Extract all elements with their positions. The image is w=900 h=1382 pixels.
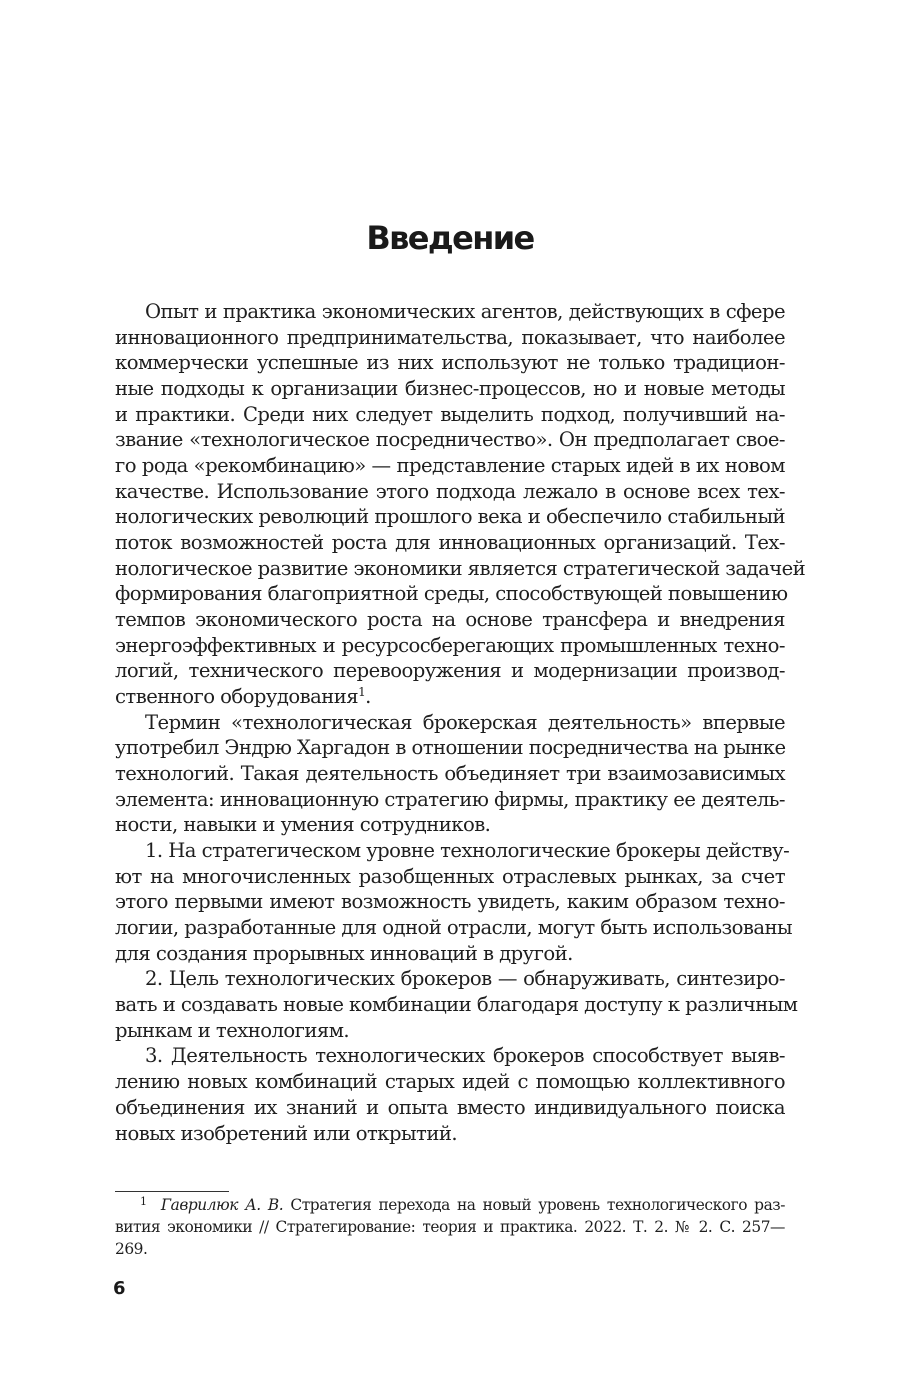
footnote-line xyxy=(115,1194,785,1216)
text-line: этого первыми имеют возможность увидеть, каким образом техно- xyxy=(115,890,785,914)
text-line: ности, навыки и умения сотрудников. xyxy=(115,813,491,837)
footnote-text: Стратегия перехода на новый уровень технологического раз- xyxy=(283,1196,786,1214)
text-line: коммерчески успешные из них используют не только традицион- xyxy=(115,351,785,375)
text-line: Опыт и практика экономических агентов, действующих в сфере xyxy=(145,300,785,323)
body-text xyxy=(115,299,806,1146)
text-line: темпов экономического роста на основе трансфера и внедрения xyxy=(115,608,785,632)
text-line: употребил Эндрю Харгадон в отношении посредничества на рынке xyxy=(115,736,786,760)
page-title: Введение xyxy=(366,219,534,257)
footnote xyxy=(115,1194,785,1260)
footnote-line: вития экономики // Стратегирование: теория и практика. 2022. Т. 2. № 2. С. 257— xyxy=(115,1218,785,1236)
footnote-author: Гаврилюк А. В. xyxy=(160,1196,284,1214)
text-line: логии, разработанные для одной отрасли, могут быть использованы xyxy=(115,916,793,940)
footnote-reference[interactable]: 1 xyxy=(358,685,366,700)
text-line: нологических революций прошлого века и обеспечило стабильный xyxy=(115,505,785,529)
text-line: ные подходы к организации бизнес-процессов, но и новые методы xyxy=(115,377,785,401)
sentence-end: . xyxy=(365,685,371,709)
list-item-line: 1. На стратегическом уровне технологические брокеры действу- xyxy=(145,839,790,863)
text-line: поток возможностей роста для инновационных организаций. Тех- xyxy=(115,531,785,555)
text-line: объединения их знаний и опыта вместо индивидуального поиска xyxy=(115,1095,785,1119)
text-line: нологическое развитие экономики является стратегической задачей xyxy=(115,556,806,580)
list-item-line: 2. Цель технологических брокеров — обнаруживать, синтезиро- xyxy=(145,967,785,991)
text-line-with-footnote xyxy=(115,684,785,710)
footnote-divider xyxy=(115,1191,229,1192)
text-line: лению новых комбинаций старых идей с помощью коллективного xyxy=(115,1070,785,1094)
text-line: инновационного предпринимательства, показывает, что наиболее xyxy=(115,325,785,349)
text-line: технологий. Такая деятельность объединяет три взаимозависимых xyxy=(115,762,785,786)
text-line: и практики. Среди них следует выделить подход, получивший на- xyxy=(115,402,785,426)
text-line: ют на многочисленных разобщенных отраслевых рынках, за счет xyxy=(115,864,785,888)
footnote-line: 269. xyxy=(115,1240,148,1258)
page-number: 6 xyxy=(113,1278,126,1299)
text-line: звание «технологическое посредничество». Он предполагает свое- xyxy=(115,428,785,452)
text-line: формирования благоприятной среды, способствующей повышению xyxy=(115,582,788,606)
text-line: новых изобретений или открытий. xyxy=(115,1121,458,1145)
text-line: для создания прорывных инноваций в другой. xyxy=(115,941,573,965)
text-line: го рода «рекомбинацию» — представление старых идей в их новом xyxy=(115,454,785,478)
text-line: ственного оборудования xyxy=(115,685,359,709)
text-line: логий, технического перевооружения и модернизации производ- xyxy=(115,659,785,683)
text-line: Термин «технологическая брокерская деятельность» впервые xyxy=(145,710,785,734)
list-item-line: 3. Деятельность технологических брокеров способствует выяв- xyxy=(145,1044,785,1068)
text-line: рынкам и технологиям. xyxy=(115,1018,350,1042)
text-line: вать и создавать новые комбинации благодаря доступу к различным xyxy=(115,993,798,1017)
footnote-number: 1 xyxy=(140,1195,147,1208)
text-line: качестве. Использование этого подхода лежало в основе всех тех- xyxy=(115,479,785,503)
text-line: энергоэффективных и ресурсосберегающих промышленных техно- xyxy=(115,633,785,657)
text-line: элемента: инновационную стратегию фирмы, практику ее деятель- xyxy=(115,787,785,811)
